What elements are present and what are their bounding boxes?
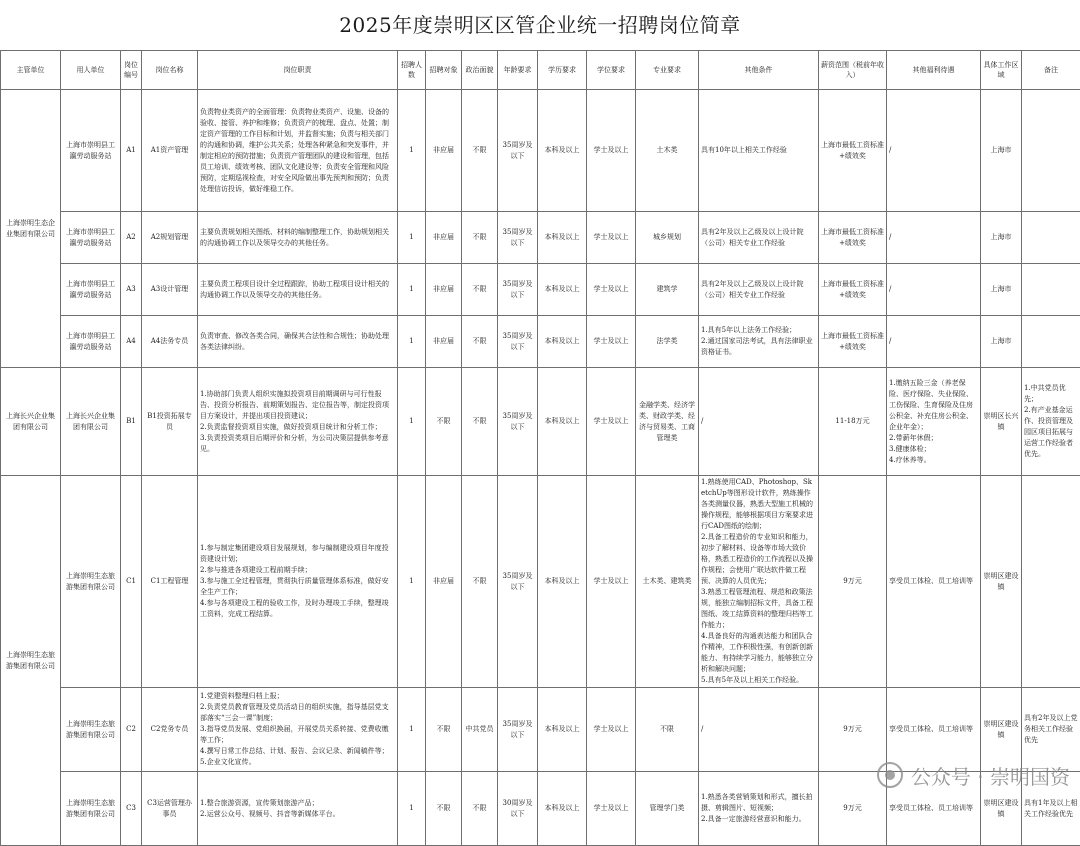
col-header: 年龄要求	[498, 51, 538, 90]
politics-cell: 不限	[462, 264, 498, 316]
employer-cell: 上海市崇明县工瀛劳动服务站	[61, 316, 121, 368]
col-header: 主管单位	[1, 51, 61, 90]
work-area-cell: 上海市	[981, 264, 1022, 316]
welfare-cell: /	[887, 316, 981, 368]
welfare-cell: /	[887, 90, 981, 212]
col-header: 岗位编号	[121, 51, 142, 90]
target-cell: 非应届	[426, 90, 462, 212]
duties-cell: 1.参与制定集团建设项目发展规划，参与编制建设项目年度投资建设计划； 2.参与推进各项建设工程前期手续； 3.参与施工全过程管理，贯彻执行质量管理体系标准，做好安全生产工作； 4.参与各项建设工程的验收工作，及时办理竣工手续，整理竣工资料，完成工程结算。	[198, 476, 398, 688]
note-cell	[1022, 264, 1080, 316]
salary-cell: 9万元	[819, 772, 887, 846]
supervisor-unit-cell: 上海崇明生态旅游集团有限公司	[1, 476, 61, 846]
col-header: 用人单位	[61, 51, 121, 90]
employer-cell: 上海市崇明县工瀛劳动服务站	[61, 264, 121, 316]
headcount-cell: 1	[398, 476, 426, 688]
col-header: 学历要求	[538, 51, 587, 90]
employer-cell: 上海崇明生态旅游集团有限公司	[61, 688, 121, 772]
degree-cell: 学士及以上	[587, 772, 636, 846]
salary-cell: 11-18万元	[819, 368, 887, 476]
degree-cell: 学士及以上	[587, 476, 636, 688]
other-conditions-cell: 具有2年及以上乙级及以上设计院（公司）相关专业工作经验	[699, 212, 819, 264]
degree-cell: 学士及以上	[587, 368, 636, 476]
col-header: 备注	[1022, 51, 1080, 90]
major-cell: 建筑学	[636, 264, 699, 316]
headcount-cell: 1	[398, 90, 426, 212]
degree-cell: 学士及以上	[587, 264, 636, 316]
duties-cell: 1.整合旅游资源，宣传策划旅游产品； 2.运营公众号、视频号、抖音等新媒体平台。	[198, 772, 398, 846]
major-cell: 法学类	[636, 316, 699, 368]
position-name-cell: C1工程管理	[142, 476, 198, 688]
code-cell: B1	[121, 368, 142, 476]
table-body	[1, 90, 1080, 846]
note-cell	[1022, 476, 1080, 688]
age-cell: 30周岁及以下	[498, 772, 538, 846]
note-cell	[1022, 212, 1080, 264]
duties-cell: 主要负责工程项目设计全过程跟踪，协助工程项目设计相关的沟通协调工作以及领导交办的其他任务。	[198, 264, 398, 316]
table-row	[1, 476, 1080, 688]
target-cell: 非应届	[426, 316, 462, 368]
header-row	[1, 51, 1080, 90]
position-name-cell: C3运营管理办事员	[142, 772, 198, 846]
politics-cell: 不限	[462, 90, 498, 212]
education-cell: 本科及以上	[538, 476, 587, 688]
major-cell: 城乡规划	[636, 212, 699, 264]
welfare-cell: /	[887, 212, 981, 264]
age-cell: 35周岁及以下	[498, 688, 538, 772]
major-cell: 管理学门类	[636, 772, 699, 846]
target-cell: 不限	[426, 368, 462, 476]
education-cell: 本科及以上	[538, 90, 587, 212]
age-cell: 35周岁及以下	[498, 316, 538, 368]
target-cell: 不限	[426, 772, 462, 846]
position-name-cell: A4法务专员	[142, 316, 198, 368]
salary-cell: 上海市最低工资标准+绩效奖	[819, 316, 887, 368]
col-header: 其他条件	[699, 51, 819, 90]
other-conditions-cell: 1.熟练使用CAD、Photoshop、SketchUp等图形设计软件，熟练操作各类测量仪器，熟悉大型施工机械的操作规程，能够根据项目方案要求进行CAD图纸的绘制； 2.具备工程造价的专业知识和能力，初步了解材料、设备等市场大致价格，熟悉工程造价的工作流程以及操作规程；会使用广联达软件做工程预、决算的人员优先； 3.熟悉工程管理流程、规范和政策法规，能独立编制招标文件，具备工程图纸、竣工结算资料的整理归档等工作能力； 4.具备良好的沟通表达能力和团队合作精神，工作积极性强，有创新创新能力、有持续学习能力，能够独立分析和解决问题； 5.具有5年及以上相关工作经验。	[699, 476, 819, 688]
age-cell: 35周岁及以下	[498, 476, 538, 688]
salary-cell: 9万元	[819, 688, 887, 772]
table-row	[1, 264, 1080, 316]
recruitment-table	[0, 50, 1080, 846]
table-row	[1, 316, 1080, 368]
degree-cell: 学士及以上	[587, 316, 636, 368]
target-cell: 非应届	[426, 476, 462, 688]
other-conditions-cell: /	[699, 368, 819, 476]
headcount-cell: 1	[398, 212, 426, 264]
note-cell	[1022, 316, 1080, 368]
other-conditions-cell: /	[699, 688, 819, 772]
position-name-cell: B1投资拓展专员	[142, 368, 198, 476]
age-cell: 35周岁及以下	[498, 264, 538, 316]
code-cell: C2	[121, 688, 142, 772]
degree-cell: 学士及以上	[587, 212, 636, 264]
watermark-label: 公众号 · 崇明国资	[910, 764, 1070, 789]
col-header: 学位要求	[587, 51, 636, 90]
headcount-cell: 1	[398, 368, 426, 476]
education-cell: 本科及以上	[538, 688, 587, 772]
major-cell: 土木类、建筑类	[636, 476, 699, 688]
other-conditions-cell: 1.具有5年以上法务工作经验； 2.通过国家司法考试，具有法律职业资格证书。	[699, 316, 819, 368]
other-conditions-cell: 具有10年以上相关工作经验	[699, 90, 819, 212]
work-area-cell: 崇明区建设镇	[981, 476, 1022, 688]
note-cell: 具有2年及以上党务相关工作经验优先	[1022, 688, 1080, 772]
duties-cell: 主要负责规划相关图纸、材料的编制整理工作，协助规划相关的沟通协调工作以及领导交办的其他任务。	[198, 212, 398, 264]
degree-cell: 学士及以上	[587, 90, 636, 212]
col-header: 政治面貌	[462, 51, 498, 90]
target-cell: 非应届	[426, 264, 462, 316]
headcount-cell: 1	[398, 264, 426, 316]
supervisor-unit-cell: 上海崇明生态企业集团有限公司	[1, 90, 61, 368]
politics-cell: 不限	[462, 316, 498, 368]
col-header: 岗位名称	[142, 51, 198, 90]
employer-cell: 上海市崇明县工瀛劳动服务站	[61, 212, 121, 264]
target-cell: 非应届	[426, 212, 462, 264]
code-cell: C3	[121, 772, 142, 846]
headcount-cell: 1	[398, 316, 426, 368]
salary-cell: 上海市最低工资标准+绩效奖	[819, 212, 887, 264]
work-area-cell: 上海市	[981, 316, 1022, 368]
position-name-cell: A3设计管理	[142, 264, 198, 316]
duties-cell: 1.协助部门负责人组织实施拟投资项目前期调研与可行性报告、投资分析报告、前期策划报告、定位报告等，制定投资项目方案设计，并提出项目投资建议； 2.负责监督投资项目实施，做好投资项目统计和分析工作； 3.负责投资类项目后期评价和分析，为公司决策层提供参考意见。	[198, 368, 398, 476]
col-header: 岗位职责	[198, 51, 398, 90]
major-cell: 不限	[636, 688, 699, 772]
headcount-cell: 1	[398, 772, 426, 846]
page-title: 2025年度崇明区区管企业统一招聘岗位简章	[339, 13, 741, 37]
other-conditions-cell: 具有2年及以上乙级及以上设计院（公司）相关专业工作经验	[699, 264, 819, 316]
note-cell: 具有1年及以上相关工作经验优先	[1022, 772, 1080, 846]
salary-cell: 上海市最低工资标准+绩效奖	[819, 90, 887, 212]
welfare-cell: 享受员工体检、员工培训等	[887, 688, 981, 772]
position-name-cell: A2规划管理	[142, 212, 198, 264]
education-cell: 本科及以上	[538, 212, 587, 264]
table-row	[1, 368, 1080, 476]
welfare-cell: 享受员工体检、员工培训等	[887, 772, 981, 846]
politics-cell: 不限	[462, 368, 498, 476]
col-header: 招聘人数	[398, 51, 426, 90]
code-cell: A3	[121, 264, 142, 316]
major-cell: 土木类	[636, 90, 699, 212]
watermark	[877, 760, 1070, 790]
education-cell: 本科及以上	[538, 772, 587, 846]
other-conditions-cell: 1.熟悉各类营销策划和形式，擅长拍摄、剪辑图片、短视频； 2.具备一定旅游经营意识和能力。	[699, 772, 819, 846]
code-cell: C1	[121, 476, 142, 688]
work-area-cell: 崇明区长兴镇	[981, 368, 1022, 476]
major-cell: 金融学类、经济学类、财政学类、经济与贸易类、工商管理类	[636, 368, 699, 476]
headcount-cell: 1	[398, 688, 426, 772]
table-row	[1, 212, 1080, 264]
salary-cell: 上海市最低工资标准+绩效奖	[819, 264, 887, 316]
note-cell: 1.中共党员优先； 2.有产业基金运作、投资管理及园区项目拓展与运营工作经验者优先。	[1022, 368, 1080, 476]
welfare-cell: 享受员工体检、员工培训等	[887, 476, 981, 688]
politics-cell: 不限	[462, 212, 498, 264]
salary-cell: 9万元	[819, 476, 887, 688]
code-cell: A4	[121, 316, 142, 368]
welfare-cell: 1.缴纳五险三金（养老保险、医疗保险、失业保险、工伤保险、生育保险及住房公积金、补充住房公积金、企业年金）； 2.带薪年休假； 3.健康体检； 4.疗休养等。	[887, 368, 981, 476]
work-area-cell: 崇明区建设镇	[981, 688, 1022, 772]
code-cell: A2	[121, 212, 142, 264]
education-cell: 本科及以上	[538, 316, 587, 368]
col-header: 其他福利待遇	[887, 51, 981, 90]
col-header: 专业要求	[636, 51, 699, 90]
table-row	[1, 688, 1080, 772]
duties-cell: 负责物业类资产的全面管理：负责物业类资产、设施、设备的验收、接管、养护和维修；负责资产的梳理、盘点、处置；制定资产管理的工作目标和计划，并监督实施；负责与相关部门的沟通和协调，维护公共关系；处理各种紧急和突发事件，并制定相应的预防措施；负责资产管理团队的建设和管理，包括员工培训、绩效考核、团队文化建设等；负责安全管理和风险预防，定期巡视检查，对安全风险做出事先预判和预防；负责处理信访投诉，做好维稳工作。	[198, 90, 398, 212]
work-area-cell: 崇明区建设镇	[981, 772, 1022, 846]
code-cell: A1	[121, 90, 142, 212]
position-name-cell: C2党务专员	[142, 688, 198, 772]
politics-cell: 不限	[462, 476, 498, 688]
work-area-cell: 上海市	[981, 90, 1022, 212]
table-row	[1, 90, 1080, 212]
age-cell: 35周岁及以下	[498, 90, 538, 212]
degree-cell: 学士及以上	[587, 688, 636, 772]
work-area-cell: 上海市	[981, 212, 1022, 264]
politics-cell: 中共党员	[462, 688, 498, 772]
age-cell: 35周岁及以下	[498, 368, 538, 476]
politics-cell: 不限	[462, 772, 498, 846]
target-cell: 不限	[426, 688, 462, 772]
welfare-cell: /	[887, 264, 981, 316]
col-header: 招聘对象	[426, 51, 462, 90]
supervisor-unit-cell: 上海长兴企业集团有限公司	[1, 368, 61, 476]
employer-cell: 上海崇明生态旅游集团有限公司	[61, 476, 121, 688]
employer-cell: 上海崇明生态旅游集团有限公司	[61, 772, 121, 846]
employer-cell: 上海市崇明县工瀛劳动服务站	[61, 90, 121, 212]
position-name-cell: A1资产管理	[142, 90, 198, 212]
col-header: 具体工作区域	[981, 51, 1022, 90]
duties-cell: 1.党建资料整理归档上报； 2.负责党员教育管理及党员活动日的组织实施，指导基层党支部落实“三会一课”制度； 3.指导党员发展、党组织换届，开展党员关系转接、党费收缴等工作； 4.撰写日常工作总结、计划、报告、会议记录、新闻稿件等； 5.企业文化宣传。	[198, 688, 398, 772]
wechat-logo-icon	[877, 762, 903, 788]
education-cell: 本科及以上	[538, 368, 587, 476]
education-cell: 本科及以上	[538, 264, 587, 316]
note-cell	[1022, 90, 1080, 212]
col-header: 薪资范围（税前年收入）	[819, 51, 887, 90]
employer-cell: 上海长兴企业集团有限公司	[61, 368, 121, 476]
duties-cell: 负责审查、修改各类合同，确保其合法性和合规性；协助处理各类法律纠纷。	[198, 316, 398, 368]
age-cell: 35周岁及以下	[498, 212, 538, 264]
